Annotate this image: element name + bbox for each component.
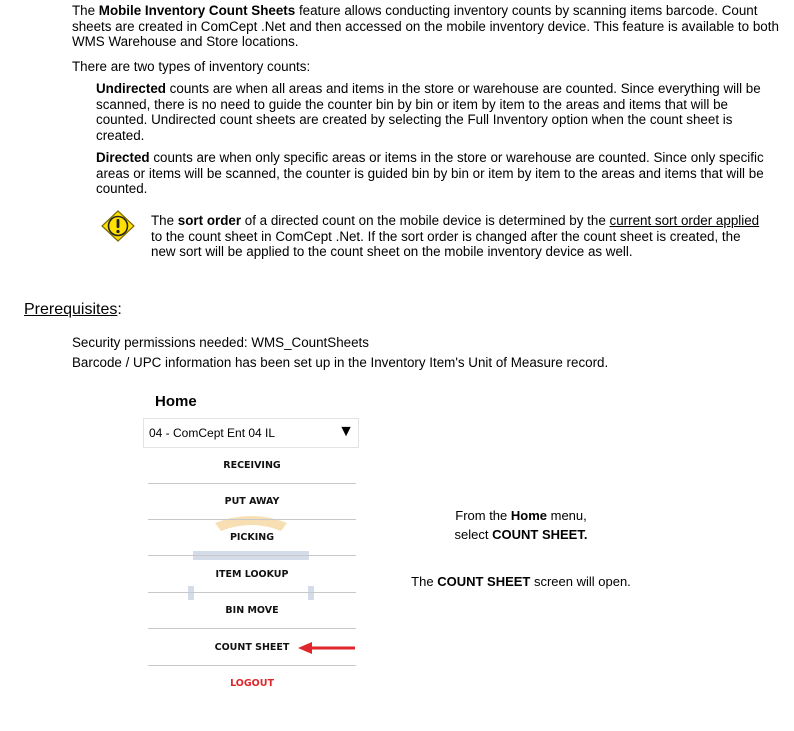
menu-bin-move-button[interactable]: BIN MOVE [148,593,356,629]
location-value: 04 - ComCept Ent 04 IL [149,426,276,440]
count-sheet-caption: The COUNT SHEET screen will open. [411,574,631,589]
directed-term: Directed [96,150,150,165]
dropdown-arrow-icon[interactable]: ▼ [338,423,354,440]
menu-picking-button[interactable]: PICKING [148,520,356,556]
red-arrow-icon [297,641,357,655]
menu-count-sheet-button[interactable]: COUNT SHEET [148,630,356,666]
menu-logout-button[interactable]: LOGOUT [148,666,356,701]
types-intro: There are two types of inventory counts: [72,59,311,74]
home-title: Home [155,393,197,410]
prerequisite-permissions: Security permissions needed: WMS_CountSheets [72,335,369,350]
directed-description: Directed counts are when only specific areas or items in the store or warehouse are counted. Since only specific areas or items will be scanned, the counter is guided bin by bin or item by item to the areas and items that will be counted. [96,150,764,197]
home-menu-caption: From the Home menu, select COUNT SHEET. [454,508,588,542]
intro-paragraph: The Mobile Inventory Count Sheets feature allows conducting inventory counts by scanning items barcode. Count sheets are created in ComCept .Net and then accessed on the mobile inventory device. This feature is available to both WMS Warehouse and Store locations. [72,3,779,50]
prerequisites-heading: Prerequisites: [24,301,122,318]
undirected-term: Undirected [96,81,166,96]
note-bold-term: sort order [177,213,242,228]
menu-item-lookup-button[interactable]: ITEM LOOKUP [148,557,356,593]
menu-put-away-button[interactable]: PUT AWAY [148,484,356,520]
feature-name: Mobile Inventory Count Sheets [98,3,296,18]
undirected-description: Undirected counts are when all areas and items in the store or warehouse are counted. Since everything will be scanned, there is no need to guide the counter bin by bin or item by item to the areas and items that will be counted. Undirected count sheets are created by selecting the Full Inventory option when the count sheet is created. [96,81,761,143]
sort-order-note: The sort order of a directed count on the mobile device is determined by the current sort order applied to the count sheet in ComCept .Net. If the sort order is changed after the count sheet is created, the new sort will be applied to the count sheet on the mobile inventory device as well. [151,213,760,260]
note-underlined-text: current sort order applied [609,213,760,228]
menu-receiving-button[interactable]: RECEIVING [148,448,356,484]
warning-icon [101,210,135,242]
prerequisite-barcode: Barcode / UPC information has been set up in the Inventory Item's Unit of Measure record. [72,355,609,370]
location-select[interactable] [143,418,359,448]
